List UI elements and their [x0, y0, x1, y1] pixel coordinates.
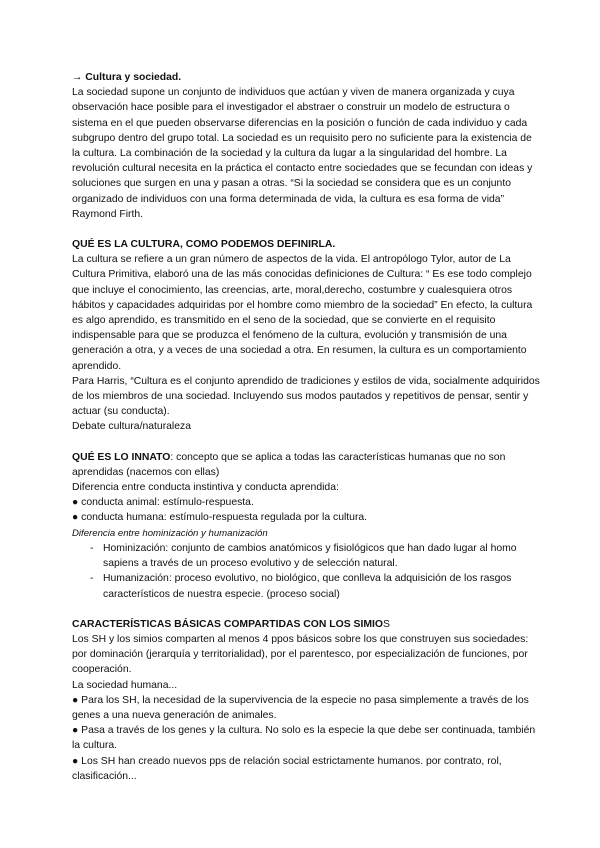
bullet-conducta-humana: ● conducta humana: estímulo-respuesta regulada por la cultura. [72, 512, 368, 524]
section-title-simios-tail: S [382, 618, 390, 630]
bullet-supervivencia: ● Para los SH, la necesidad de la supervivencia de la especie no pasa simplemente a través de los genes a una nueva generación de animales. [72, 694, 529, 721]
section-title-innato: QUÉ ES LO INNATO [72, 451, 171, 463]
dash-marker: - [90, 573, 94, 585]
spacer [72, 435, 542, 450]
spacer [72, 222, 542, 237]
dash-list [72, 541, 542, 602]
section-innato [72, 450, 542, 480]
bullet-genes-cultura: ● Pasa a través de los genes y la cultura. No solo es la especie la que debe ser continuada, también la cultura. [72, 725, 536, 752]
paragraph-harris-definition: Para Harris, “Cultura es el conjunto aprendido de tradiciones y estilos de vida, socialmente adquiridos de los miembros de una sociedad. Incluyendo sus modos pautados y repetitivos de pensar, sentir y actuar (su conducta). [72, 375, 540, 418]
paragraph-cultura-sociedad: La sociedad supone un conjunto de individuos que actúan y viven de manera organizada y cuya observación hace posible para el investigador el abstraer o construir un modelo de estructura o sistema en el que pueden observarse diferencias en la posición o función de cada individuo y cada subgrupo dentro del grupo total. La sociedad es un requisito pero no suficiente para la existencia de la cultura. La combinación de la sociedad y la cultura da lugar a la singularidad del hombre. La revolución cultural necesita en la práctica el contacto entre sociedades que se fecundan con ideas y soluciones que surgen en una y pasan a otras. “Si la sociedad se considera que es un conjunto organizado de individuos con una forma determinada de vida, la cultura es esa forma de vida” Raymond Firth. [72, 87, 533, 220]
list-item-hominizacion [72, 541, 542, 571]
list-item-text: Humanización: proceso evolutivo, no biológico, que conlleva la adquisición de los rasgos característicos de nuestra especie. (proceso social) [103, 573, 512, 600]
paragraph-diferencia-conducta: Diferencia entre conducta instintiva y conducta aprendida: [72, 482, 339, 494]
bullet-conducta-animal: ● conducta animal: estímulo-respuesta. [72, 497, 254, 509]
bullet-relacion-social: ● Los SH han creado nuevos pps de relación social estrictamente humanos. por contrato, rol, clasificación... [72, 755, 502, 782]
list-item-text: Hominización: conjunto de cambios anatómicos y fisiológicos que han dado lugar al homo sapiens a través de un proceso evolutivo y de selección natural. [103, 542, 517, 570]
spacer [72, 602, 542, 617]
paragraph-ppos-basicos: Los SH y los simios comparten al menos 4 ppos básicos sobre los que construyen sus sociedades: por dominación (jerarquía y territorialidad), por el parentesco, por especialización de funciones, por cooperación. [72, 633, 529, 676]
paragraph-sociedad-humana: La sociedad humana... [72, 679, 178, 691]
section-innato-definition: : concepto que se aplica a todas las características humanas que no son aprendidas (nacemos con ellas) [72, 451, 506, 478]
section-title-simios: CARACTERÍSTICAS BÁSICAS COMPARTIDAS CON LOS SIMIO [72, 618, 383, 630]
document-page [72, 70, 542, 784]
section-title-cultura-sociedad: → Cultura y sociedad. [72, 72, 182, 83]
dash-marker: - [90, 542, 94, 554]
section-simios [72, 617, 542, 632]
section-title-que-es-cultura: QUÉ ES LA CULTURA, COMO PODEMOS DEFINIRLA. [72, 239, 336, 251]
paragraph-debate: Debate cultura/naturaleza [72, 421, 191, 433]
list-item-humanizacion [72, 571, 542, 601]
paragraph-tylor-definition: La cultura se refiere a un gran número de aspectos de la vida. El antropólogo Tylor, autor de La Cultura Primitiva, elaboró una de las más conocidas definiciones de Cultura: “ Es ese todo complejo que incluye el conocimiento, las creencias, arte, moral,derecho, costumbre y cualesquiera otros hábitos y capacidades adquiridas por el hombre como miembro de la sociedad” En efecto, la cultura es algo aprendido, es transmitido en el seno de la sociedad, que se convierte en el requisito indispensable para que se produzca el fenómeno de la cultura, evolución y transmisión de una generación a otra, y a veces de una sociedad a otra. En resumen, la cultura es un comportamiento aprendido. [72, 254, 533, 372]
subtitle-hominizacion-humanizacion: Diferencia entre hominización y humanización [72, 527, 268, 539]
